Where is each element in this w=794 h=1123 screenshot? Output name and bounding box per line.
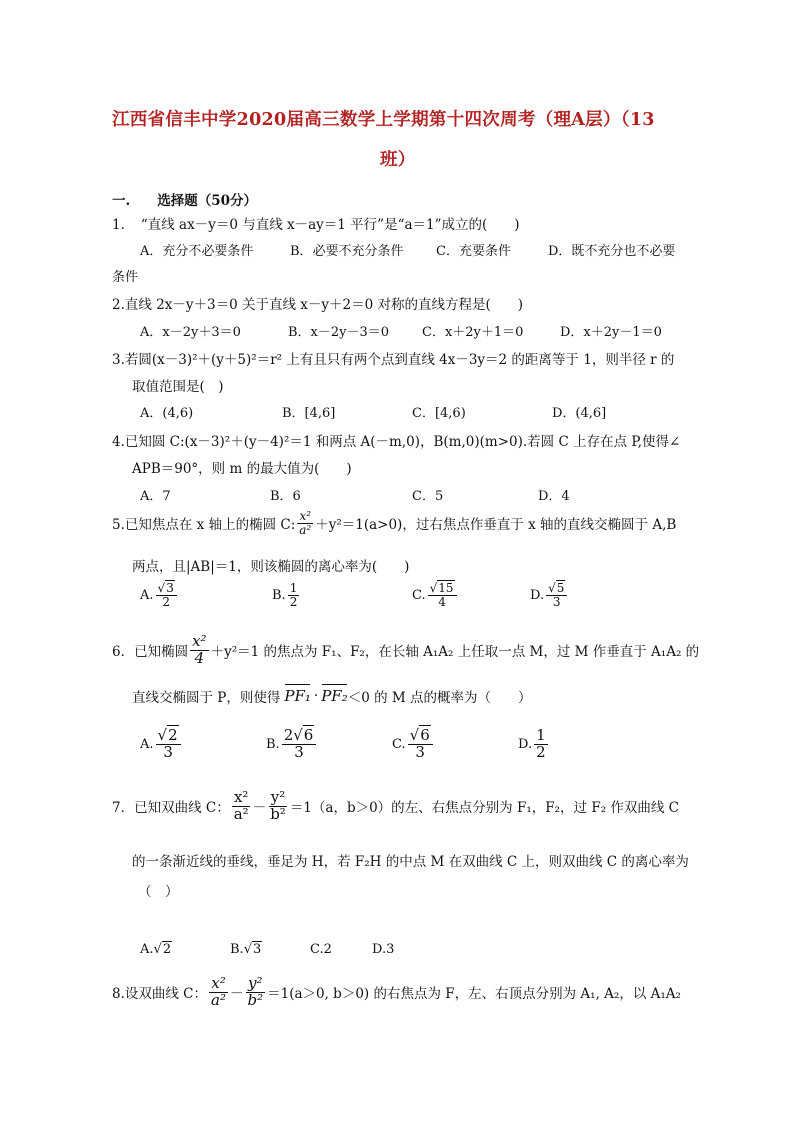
q5-option-den: 4 xyxy=(438,594,446,609)
page-title-line1: 江西省信丰中学2020届高三数学上学期第十四次周考（理A层）（13 xyxy=(112,110,655,130)
q5-option-num xyxy=(156,582,177,596)
q5-option-c xyxy=(412,582,459,608)
q5-option-sqrt xyxy=(548,582,565,595)
q7-option-d xyxy=(372,942,394,957)
q5-option-fraction xyxy=(546,582,567,608)
q8-minus: － xyxy=(229,986,244,1003)
q5-fraction xyxy=(297,510,313,536)
q6-line2-pre: 直线交椭圆于 P，则使得 xyxy=(132,690,281,706)
q5-option-fraction xyxy=(288,582,300,608)
q6-option-label: A. xyxy=(140,736,154,752)
q7-frac1-den: a² xyxy=(233,804,249,823)
q6-option-fraction xyxy=(534,728,548,761)
q7-option-sqrt-sign: √ xyxy=(243,942,252,957)
question-5-line2: 两点，且|AB|＝1，则该椭圆的离心率为( ) xyxy=(132,559,410,575)
q7-option-value: 2 xyxy=(323,942,332,957)
question-6-line2 xyxy=(132,686,532,706)
question-7-line1 xyxy=(112,790,679,823)
page-title-line2: 班） xyxy=(380,150,416,170)
q5-option-d xyxy=(530,582,569,608)
q1-option-d-cont: 条件 xyxy=(112,270,139,285)
q8-fraction-1 xyxy=(209,976,228,1009)
q5-option-b xyxy=(272,582,301,608)
q7-option-sqrt xyxy=(244,942,263,957)
q5-option-den: 2 xyxy=(162,594,170,609)
q6-option-sqrt-radicand: 6 xyxy=(420,726,430,744)
q7-minus: － xyxy=(252,800,267,817)
q5-option-sqrt-radicand: 5 xyxy=(556,581,565,595)
q6-option-sqrt-radicand: 6 xyxy=(303,726,314,744)
q5-pre: 5.已知焦点在 x 轴上的椭圆 C: xyxy=(112,517,296,534)
q6-option-label: B. xyxy=(266,736,280,752)
q6-option-d xyxy=(518,728,550,761)
q6-option-b xyxy=(266,728,318,761)
q7-option-a xyxy=(140,942,172,957)
q7-option-label: C. xyxy=(310,942,324,957)
question-3-line2: 取值范围是( ) xyxy=(132,379,224,395)
q6-option-den: 3 xyxy=(294,742,304,761)
q8-frac2-num: y² xyxy=(248,974,263,992)
q6-option-coef: 1 xyxy=(536,726,546,744)
q6-option-sqrt xyxy=(158,728,179,744)
question-1-text: 1． “直线 ax－y＝0 与直线 x－ay＝1 平行”是“a＝1”成立的( ) xyxy=(112,217,520,233)
q8-fraction-2 xyxy=(245,976,265,1009)
q5-option-sqrt-sign: √ xyxy=(429,581,438,595)
q6-post: ＋y²＝1 的焦点为 F₁、F₂，在长轴 A₁A₂ 上任取一点 M，过 M 作垂直于 A₁A₂ 的 xyxy=(210,644,700,661)
q4-option-a: A．7 xyxy=(140,489,171,504)
q7-frac2-den: b² xyxy=(270,804,286,823)
q1-option-c: C．充要条件 xyxy=(436,244,511,259)
q7-post: ＝1（a，b＞0）的左、右焦点分别为 F₁，F₂，过 F₂ 作双曲线 C xyxy=(289,800,680,817)
q5-option-sqrt-sign: √ xyxy=(157,581,166,595)
q5-option-sqrt xyxy=(158,582,175,595)
section-heading: 一. 选择题（50分） xyxy=(112,193,257,209)
question-4-line2: APB＝90°，则 m 的最大值为( ) xyxy=(132,461,352,477)
q5-option-den: 3 xyxy=(552,594,561,609)
q6-option-coef: 2 xyxy=(283,726,294,744)
question-2-text: 2.直线 2x－y＋3＝0 关于直线 x－y＋2＝0 对称的直线方程是( ) xyxy=(112,297,524,313)
q1-option-b: B．必要不充分条件 xyxy=(290,244,404,259)
q5-post: ＋y²＝1(a>0)，过右焦点作垂直于 x 轴的直线交椭圆于 A,B xyxy=(315,517,677,534)
q7-option-sqrt xyxy=(154,942,173,957)
question-3-line1: 3.若圆(x－3)²＋(y＋5)²＝r² 上有且只有两个点到直线 4x－3y＝2 的距离等于 1，则半径 r 的 xyxy=(112,352,675,368)
q5-option-fraction xyxy=(428,582,457,608)
q6-option-sqrt-sign: √ xyxy=(157,726,168,744)
q6-option-den: 3 xyxy=(163,742,173,761)
q7-option-label: B. xyxy=(230,942,244,957)
q7-option-sqrt-radicand: 3 xyxy=(252,942,262,957)
question-8-line1 xyxy=(112,976,681,1009)
q6-option-sqrt xyxy=(293,728,314,744)
q7-option-label: D. xyxy=(372,942,387,957)
q5-frac-den: a² xyxy=(299,522,312,537)
q6-frac-num: x² xyxy=(192,632,207,650)
q8-frac1-num: x² xyxy=(211,974,226,992)
q6-option-a xyxy=(140,728,183,761)
question-7-line2: 的一条渐近线的垂线，垂足为 H，若 F₂H 的中点 M 在双曲线 C 上，则双曲线 C 的离心率为 xyxy=(132,854,689,870)
q6-vector-pf2: PF₂ xyxy=(321,687,348,705)
q5-option-num: 1 xyxy=(289,581,298,595)
q7-option-value: 3 xyxy=(386,942,395,957)
q6-option-sqrt-radicand: 2 xyxy=(168,726,178,744)
q1-option-d: D．既不充分也不必要 xyxy=(548,244,676,259)
q5-option-num xyxy=(546,582,567,596)
question-7-line3: （ ） xyxy=(138,884,179,900)
q6-pre: 6．已知椭圆 xyxy=(112,644,189,661)
q7-pre: 7．已知双曲线 C： xyxy=(112,800,230,817)
q6-option-c xyxy=(392,728,435,761)
q6-option-label: D. xyxy=(518,736,533,752)
q5-option-label: C. xyxy=(412,587,426,603)
q8-frac2-den: b² xyxy=(247,990,264,1009)
q5-frac-num: x² xyxy=(299,509,312,523)
q6-option-den: 2 xyxy=(536,742,546,761)
q5-option-sqrt-radicand: 15 xyxy=(438,581,454,595)
q4-option-b: B．6 xyxy=(270,489,301,504)
q5-option-label: A. xyxy=(140,587,154,603)
q6-dot: · xyxy=(313,688,319,704)
question-5-line1 xyxy=(112,510,676,536)
q6-option-sqrt xyxy=(410,728,431,744)
q8-pre: 8.设双曲线 C： xyxy=(112,986,208,1003)
q6-option-sqrt-sign: √ xyxy=(293,726,303,744)
q6-fraction xyxy=(190,634,208,667)
q5-option-sqrt xyxy=(430,582,455,595)
q2-option-c: C．x＋2y＋1＝0 xyxy=(422,325,524,340)
q5-option-sqrt-sign: √ xyxy=(548,581,556,595)
q8-frac1-den: a² xyxy=(211,990,226,1009)
q8-post: ＝1(a＞0, b＞0) 的右焦点为 F，左、右顶点分别为 A₁, A₂，以 A₁A₂ xyxy=(267,986,681,1003)
q7-option-sqrt-radicand: 2 xyxy=(162,942,172,957)
q6-option-fraction xyxy=(408,728,433,761)
q7-option-c xyxy=(310,942,332,957)
q3-option-c: C．[4,6) xyxy=(412,406,466,421)
q6-option-den: 3 xyxy=(415,742,425,761)
q6-option-fraction xyxy=(282,728,317,761)
q4-option-d: D．4 xyxy=(538,489,570,504)
q4-option-c: C．5 xyxy=(412,489,444,504)
q5-option-sqrt-radicand: 3 xyxy=(166,581,174,595)
q2-option-d: D．x＋2y－1＝0 xyxy=(560,325,662,340)
q6-option-sqrt-sign: √ xyxy=(409,726,420,744)
q3-option-b: B．[4,6] xyxy=(282,406,336,421)
q5-option-den: 2 xyxy=(289,594,298,609)
q7-frac1-num: x² xyxy=(233,788,249,806)
q7-fraction-1 xyxy=(232,790,251,823)
q5-option-label: B. xyxy=(272,587,286,603)
q6-frac-den: 4 xyxy=(194,648,205,667)
q6-vector-pf1: PF₁ xyxy=(284,687,311,705)
question-4-line1: 4.已知圆 C:(x－3)²＋(y－4)²＝1 和两点 A(－m,0)，B(m,0)(m>0).若圆 C 上存在点 P,使得∠ xyxy=(112,434,681,450)
q3-option-a: A．(4,6) xyxy=(140,406,194,421)
question-6-line1 xyxy=(112,634,699,667)
q5-option-num xyxy=(428,582,457,596)
q7-option-label: A. xyxy=(140,942,154,957)
q5-option-a xyxy=(140,582,179,608)
q7-option-b xyxy=(230,942,262,957)
q6-option-label: C. xyxy=(392,736,406,752)
q1-option-a: A．充分不必要条件 xyxy=(140,244,254,259)
q5-option-label: D. xyxy=(530,587,545,603)
q5-option-fraction xyxy=(156,582,177,608)
q2-option-b: B．x－2y－3＝0 xyxy=(288,325,390,340)
q6-option-fraction xyxy=(156,728,181,761)
q2-option-a: A．x－2y＋3＝0 xyxy=(140,325,241,340)
q6-line2-post: ＜0 的 M 点的概率为（ ） xyxy=(347,690,532,706)
q7-frac2-num: y² xyxy=(270,788,286,806)
q3-option-d: D．(4,6] xyxy=(552,406,607,421)
q7-fraction-2 xyxy=(268,790,288,823)
q7-option-sqrt-sign: √ xyxy=(153,942,162,957)
